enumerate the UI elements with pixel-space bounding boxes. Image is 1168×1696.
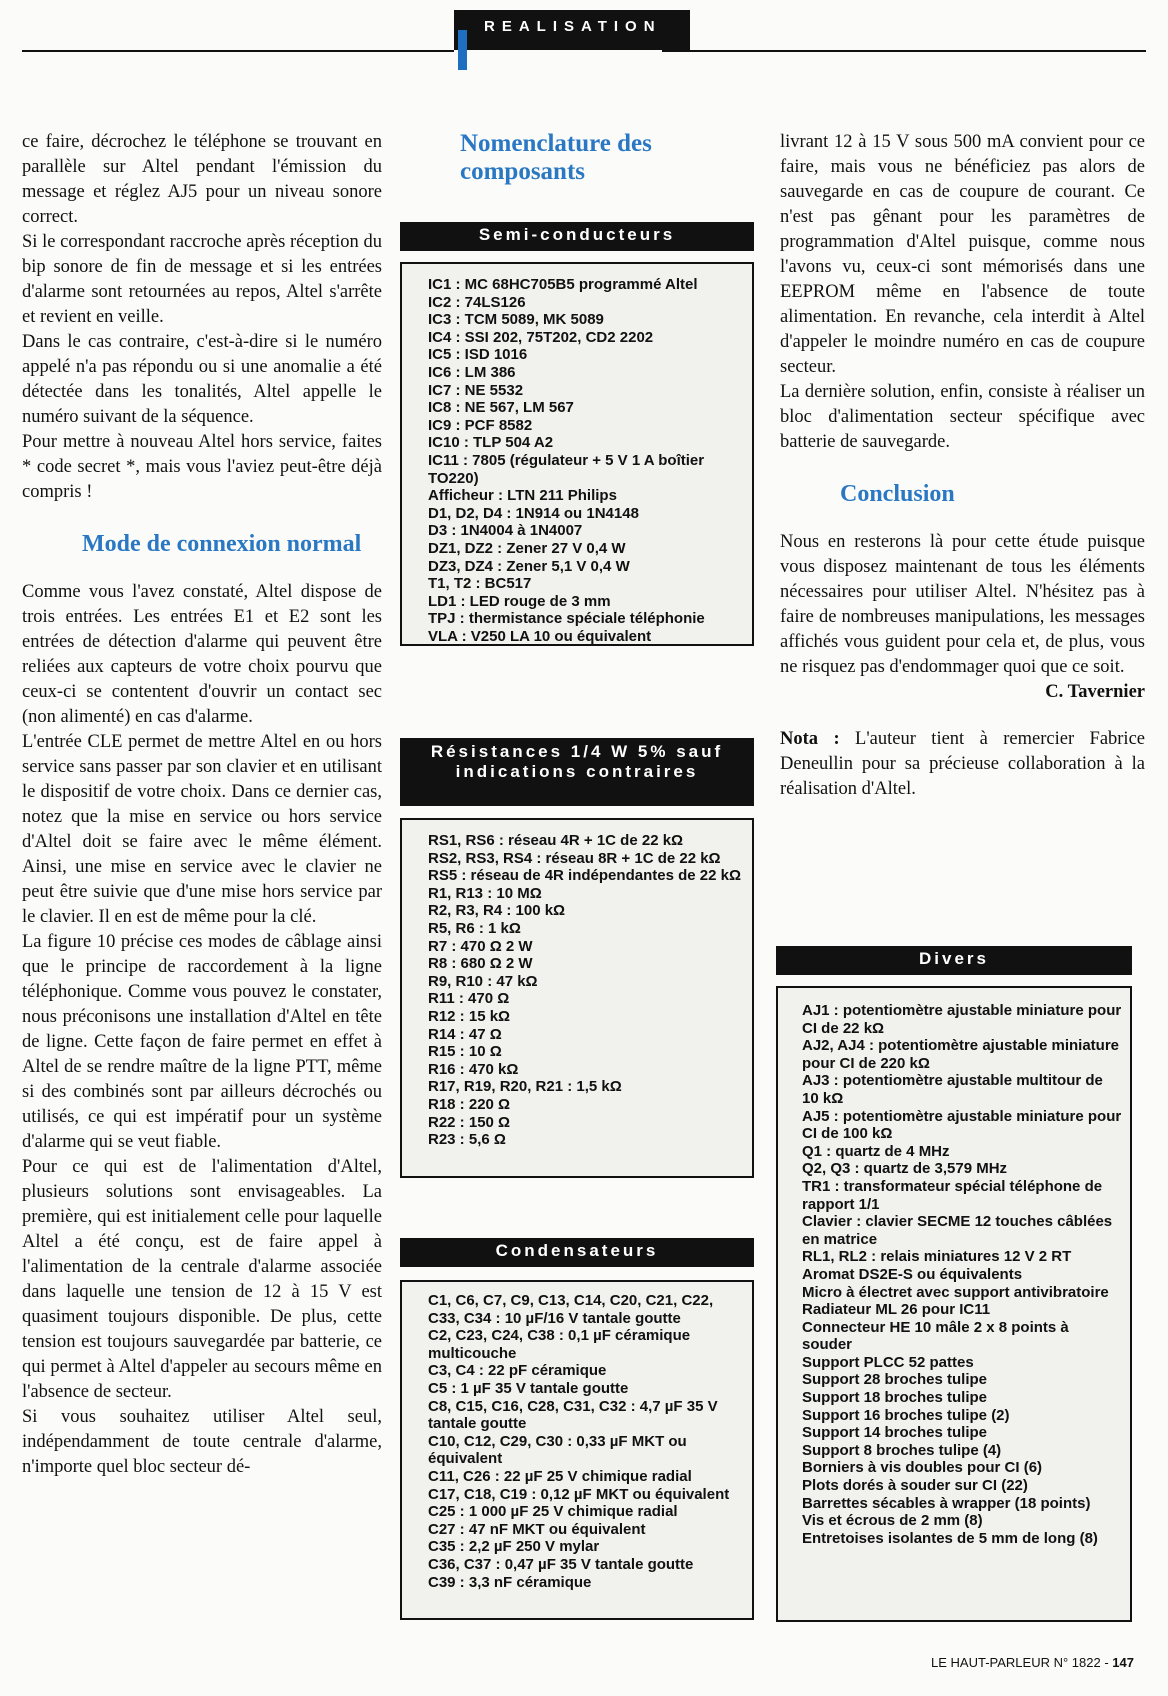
component-item: Afficheur : LTN 211 Philips <box>428 487 617 505</box>
section-label: REALISATION <box>484 18 662 35</box>
paragraph: La figure 10 précise ces modes de câblage ainsi que le principe de raccordement à la ligne téléphonique. Comme vous pouvez le constater, nous préconisons une installation d'Altel en tête de ligne. Cette façon de faire permet en effet à Altel de se rendre maître de la ligne PTT, même si des combinés sont par ailleurs décrochés ou utilisés, ce qui est impératif pour un système d'alarme qui se veut fiable. <box>22 932 382 1152</box>
paragraph: L'entrée CLE permet de mettre Altel en ou hors service sans passer par son clavier et en utilisant le dispositif de votre choix. Dans ce dernier cas, notez que la mise en service ou hors service d'Altel doit se faire avec le même élément. Ainsi, une mise en service avec le clavier ne peut être suivie que d'une mise hors service par le clavier. Il en est de même pour la clé. <box>22 732 382 927</box>
component-item: Support 8 broches tulipe (4) <box>802 1441 1002 1459</box>
author-signature: C. Tavernier <box>1045 682 1145 702</box>
section-heading: Conclusion <box>840 481 955 507</box>
component-item: R18 : 220 Ω <box>428 1095 511 1113</box>
component-item: C36, C37 : 0,47 µF 35 V tantale goutte <box>428 1555 694 1573</box>
component-item: D1, D2, D4 : 1N914 ou 1N4148 <box>428 504 639 522</box>
page-number: 147 <box>1112 1655 1134 1670</box>
component-item: C39 : 3,3 nF céramique <box>428 1573 592 1591</box>
component-item: C3, C4 : 22 pF céramique <box>428 1362 607 1380</box>
section-accent-bar <box>458 30 467 70</box>
component-item: TPJ : thermistance spéciale téléphonie <box>428 610 705 628</box>
component-item: R5, R6 : 1 kΩ <box>428 919 521 937</box>
component-item: T1, T2 : BC517 <box>428 575 532 593</box>
component-item: IC1 : MC 68HC705B5 programmé Altel <box>428 276 698 293</box>
component-item: RS5 : réseau de 4R indépendantes de 22 kΩ <box>428 867 741 885</box>
semi-box <box>400 262 754 646</box>
paragraph: Pour ce qui est de l'alimentation d'Altel, plusieurs solutions sont envisageables. La première, qui est initialement celle pour laquelle Altel a été conçu, est de faire appel à l'alimentation de la centrale d'alarme associée dans laquelle une tension de 12 à 15 V est quasiment toujours disponible. De plus, cette tension est toujours sauvegardée par batterie, ce qui permet à Altel d'appeler au secours même en l'absence de secteur. <box>22 1157 382 1402</box>
component-item: Support 16 broches tulipe (2) <box>802 1406 1010 1424</box>
component-item: Connecteur HE 10 mâle 2 x 8 points à souder <box>802 1318 1069 1354</box>
component-item: Support PLCC 52 pattes <box>802 1353 974 1371</box>
component-item: Support 28 broches tulipe <box>802 1371 988 1389</box>
component-item: IC5 : ISD 1016 <box>428 346 528 364</box>
component-item: IC2 : 74LS126 <box>428 293 526 311</box>
component-item: Support 14 broches tulipe <box>802 1424 988 1442</box>
component-item: IC11 : 7805 (régulateur + 5 V 1 A boîtier TO220) <box>428 451 705 487</box>
cond-list <box>428 1292 744 1591</box>
component-item: Support 18 broches tulipe <box>802 1389 988 1407</box>
component-item: R14 : 47 Ω <box>428 1025 502 1043</box>
res-list <box>428 832 742 1149</box>
paragraph: Si vous souhaitez utiliser Altel seul, indépendamment de toute centrale d'alarme, n'importe quel bloc secteur dé- <box>22 1407 382 1477</box>
divers-box <box>776 986 1132 1622</box>
component-item: Clavier : clavier SECME 12 touches câblées en matrice <box>802 1213 1113 1248</box>
cond-heading: Condensateurs <box>400 1238 754 1267</box>
divers-list <box>802 1002 1122 1547</box>
component-item: R16 : 470 kΩ <box>428 1060 519 1078</box>
component-item: C27 : 47 nF MKT ou équivalent <box>428 1520 646 1538</box>
component-item: Q1 : quartz de 4 MHz <box>802 1142 950 1160</box>
paragraph: Nous en resterons là pour cette étude puisque vous disposez maintenant de tous les éléments nécessaires pour utiliser Altel. N'hésitez pas à faire de nombreuses manipulations, les messages affichés vous guident pour cela et, de plus, vous ne risquez pas d'endommager quoi que ce soit. <box>780 532 1145 677</box>
component-item: R12 : 15 kΩ <box>428 1007 511 1025</box>
component-item: C25 : 1 000 µF 25 V chimique radial <box>428 1503 678 1521</box>
component-item: Entretoises isolantes de 5 mm de long (8) <box>802 1529 1098 1547</box>
component-item: RS1, RS6 : réseau 4R + 1C de 22 kΩ <box>428 832 684 849</box>
nota-paragraph <box>780 727 1145 802</box>
component-item: DZ3, DZ4 : Zener 5,1 V 0,4 W <box>428 557 630 575</box>
paragraph: livrant 12 à 15 V sous 500 mA convient pour ce faire, mais vous ne bénéficiez pas alors de sauvegarde en cas de coupure de courant. Ce n'est pas gênant pour les paramètres de programmation d'Altel puisque, comme nous l'avons vu, ceux-ci sont mémorisés dans une EEPROM même en l'absence de toute alimentation. En revanche, cela interdit à Altel d'appeler le moindre numéro en cas de coupure secteur. <box>780 132 1145 377</box>
component-item: DZ1, DZ2 : Zener 27 V 0,4 W <box>428 539 626 557</box>
component-item: IC10 : TLP 504 A2 <box>428 434 554 452</box>
component-item: R11 : 470 Ω <box>428 990 510 1008</box>
paragraph: Pour mettre à nouveau Altel hors service, faites * code secret *, mais vous l'aviez peut-être déjà compris ! <box>22 432 382 502</box>
component-item: Barrettes sécables à wrapper (18 points) <box>802 1494 1091 1512</box>
header-rule-left <box>22 50 454 52</box>
paragraph: Si le correspondant raccroche après réception du bip sonore de fin de message et si les entrées d'alarme sont retournées au repos, Altel s'arrête et revient en veille. <box>22 232 382 327</box>
nota-text: L'auteur tient à remercier Fabrice Deneullin pour sa précieuse collaboration à la réalisation d'Altel. <box>780 729 1145 799</box>
semi-heading: Semi-conducteurs <box>400 222 754 251</box>
component-item: AJ2, AJ4 : potentiomètre ajustable miniature pour CI de 220 kΩ <box>802 1037 1120 1072</box>
component-item: AJ3 : potentiomètre ajustable multitour de 10 kΩ <box>802 1072 1103 1107</box>
component-item: IC7 : NE 5532 <box>428 381 524 399</box>
component-item: Borniers à vis doubles pour CI (6) <box>802 1459 1043 1477</box>
paragraph: Dans le cas contraire, c'est-à-dire si le numéro appelé n'a pas répondu ou si une anomalie a été détectée dans les tonalités, Altel appelle le numéro suivant de la séquence. <box>22 332 382 427</box>
divers-heading: Divers <box>776 946 1132 975</box>
component-item: AJ5 : potentiomètre ajustable miniature pour CI de 100 kΩ <box>802 1107 1122 1143</box>
component-item: LD1 : LED rouge de 3 mm <box>428 592 611 610</box>
component-item: Radiateur ML 26 pour IC11 <box>802 1301 991 1319</box>
component-item: C1, C6, C7, C9, C13, C14, C20, C21, C22, C33, C34 : 10 µF/16 V tantale goutte <box>428 1292 714 1327</box>
nota-label: Nota : <box>780 729 840 749</box>
component-item: VLA : V250 LA 10 ou équivalent <box>428 627 652 645</box>
component-item: TR1 : transformateur spécial téléphone de rapport 1/1 <box>802 1177 1103 1213</box>
component-item: RS2, RS3, RS4 : réseau 8R + 1C de 22 kΩ <box>428 849 721 867</box>
paragraph: Comme vous l'avez constaté, Altel dispose de trois entrées. Les entrées E1 et E2 sont les entrées de détection d'alarme qui peuvent être reliées aux capteurs de votre choix pourvu que ceux-ci se contentent d'ouvrir un contact sec (non alimenté) en cas d'alarme. <box>22 582 382 727</box>
component-item: IC8 : NE 567, LM 567 <box>428 399 574 417</box>
page-footer <box>931 1655 1134 1670</box>
component-item: R23 : 5,6 Ω <box>428 1131 506 1149</box>
component-item: RL1, RL2 : relais miniatures 12 V 2 RT Aromat DS2E-S ou équivalents <box>802 1248 1072 1283</box>
component-item: R7 : 470 Ω 2 W <box>428 937 533 955</box>
paragraph: ce faire, décrochez le téléphone se trouvant en parallèle sur Altel pendant l'émission du message et réglez AJ5 pour un niveau sonore correct. <box>22 132 382 227</box>
header-rule-right <box>662 50 1146 52</box>
column-left <box>22 130 382 1480</box>
paragraph: La dernière solution, enfin, consiste à réaliser un bloc d'alimentation secteur spécifique avec batterie de sauvegarde. <box>780 382 1145 452</box>
component-item: Micro à électret avec support antivibratoire <box>802 1283 1109 1301</box>
component-item: Vis et écrous de 2 mm (8) <box>802 1512 983 1530</box>
component-item: D3 : 1N4004 à 1N4007 <box>428 522 583 540</box>
component-item: R1, R13 : 10 MΩ <box>428 884 542 902</box>
component-item: IC6 : LM 386 <box>428 363 516 381</box>
cond-box <box>400 1280 754 1620</box>
component-item: IC4 : SSI 202, 75T202, CD2 2202 <box>428 328 654 346</box>
component-item: C35 : 2,2 µF 250 V mylar <box>428 1538 600 1556</box>
component-item: IC9 : PCF 8582 <box>428 416 533 434</box>
semi-list <box>428 276 742 645</box>
component-item: C17, C18, C19 : 0,12 µF MKT ou équivalent <box>428 1485 730 1503</box>
res-box <box>400 818 754 1178</box>
component-item: C5 : 1 µF 35 V tantale goutte <box>428 1379 629 1397</box>
component-item: R22 : 150 Ω <box>428 1113 511 1131</box>
component-item: R17, R19, R20, R21 : 1,5 kΩ <box>428 1078 622 1096</box>
component-item: C10, C12, C29, C30 : 0,33 µF MKT ou équivalent <box>428 1432 687 1468</box>
component-item: AJ1 : potentiomètre ajustable miniature pour CI de 22 kΩ <box>802 1002 1122 1037</box>
column-right <box>780 130 1145 802</box>
component-item: C2, C23, C24, C38 : 0,1 µF céramique multicouche <box>428 1327 691 1362</box>
component-item: R9, R10 : 47 kΩ <box>428 972 538 990</box>
component-item: Plots dorés à souder sur CI (22) <box>802 1477 1028 1495</box>
component-item: C8, C15, C16, C28, C31, C32 : 4,7 µF 35 V tantale goutte <box>428 1397 718 1433</box>
component-item: R8 : 680 Ω 2 W <box>428 955 533 973</box>
component-item: R2, R3, R4 : 100 kΩ <box>428 902 566 920</box>
component-item: C11, C26 : 22 µF 25 V chimique radial <box>428 1467 692 1485</box>
section-tab <box>454 10 690 50</box>
magazine-label: LE HAUT-PARLEUR N° 1822 - <box>931 1655 1109 1670</box>
res-heading: Résistances 1/4 W 5% sauf indications contraires <box>400 738 754 806</box>
component-item: R15 : 10 Ω <box>428 1043 502 1061</box>
component-item: Q2, Q3 : quartz de 3,579 MHz <box>802 1160 1008 1178</box>
section-heading: Mode de connexion normal <box>82 531 362 557</box>
component-item: IC3 : TCM 5089, MK 5089 <box>428 311 604 329</box>
nomenclature-title: Nomenclature des composants <box>460 130 652 185</box>
